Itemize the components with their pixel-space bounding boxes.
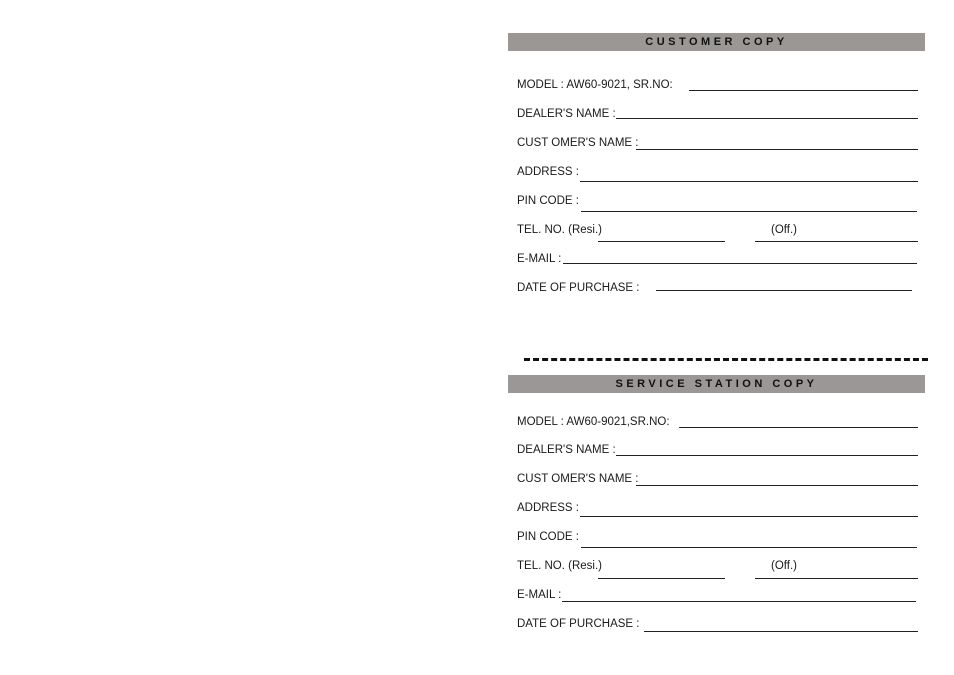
service-date-label: DATE OF PURCHASE :: [517, 618, 640, 630]
customer-email-field[interactable]: [563, 263, 917, 264]
service-dealer-label: DEALER'S NAME :: [517, 444, 616, 456]
service-address-label: ADDRESS :: [517, 502, 579, 514]
service-model-label: MODEL : AW60-9021,SR.NO:: [517, 416, 670, 428]
service-name-label: CUST OMER'S NAME :: [517, 473, 639, 485]
service-address-field[interactable]: [580, 516, 918, 517]
service-email-label: E-MAIL :: [517, 589, 562, 601]
customer-date-field[interactable]: [656, 290, 912, 291]
customer-model-label: MODEL : AW60-9021, SR.NO:: [517, 79, 673, 91]
service-tel-off-field[interactable]: [755, 578, 918, 579]
customer-pin-label: PIN CODE :: [517, 195, 579, 207]
cut-line-divider: [524, 358, 928, 361]
customer-address-label: ADDRESS :: [517, 166, 579, 178]
service-tel-resi-label: TEL. NO. (Resi.): [517, 560, 602, 572]
customer-tel-off-field[interactable]: [755, 241, 918, 242]
service-name-field[interactable]: [636, 485, 918, 486]
customer-model-field[interactable]: [689, 90, 918, 91]
service-email-field[interactable]: [562, 601, 916, 602]
service-pin-field[interactable]: [581, 547, 917, 548]
customer-pin-field[interactable]: [581, 211, 917, 212]
customer-copy-banner: CUSTOMER COPY: [508, 33, 925, 51]
service-copy-banner: SERVICE STATION COPY: [508, 375, 925, 393]
service-date-field[interactable]: [644, 631, 918, 632]
customer-email-label: E-MAIL :: [517, 253, 562, 265]
service-model-field[interactable]: [679, 427, 918, 428]
customer-dealer-label: DEALER'S NAME :: [517, 108, 616, 120]
customer-address-field[interactable]: [580, 181, 918, 182]
customer-tel-resi-label: TEL. NO. (Resi.): [517, 224, 602, 236]
service-dealer-field[interactable]: [616, 455, 918, 456]
customer-tel-resi-field[interactable]: [598, 241, 725, 242]
customer-name-field[interactable]: [636, 149, 918, 150]
customer-date-label: DATE OF PURCHASE :: [517, 282, 640, 294]
customer-dealer-field[interactable]: [616, 118, 918, 119]
service-tel-off-label: (Off.): [771, 560, 797, 572]
customer-tel-off-label: (Off.): [771, 224, 797, 236]
service-tel-resi-field[interactable]: [598, 578, 725, 579]
service-pin-label: PIN CODE :: [517, 531, 579, 543]
customer-name-label: CUST OMER'S NAME :: [517, 137, 639, 149]
